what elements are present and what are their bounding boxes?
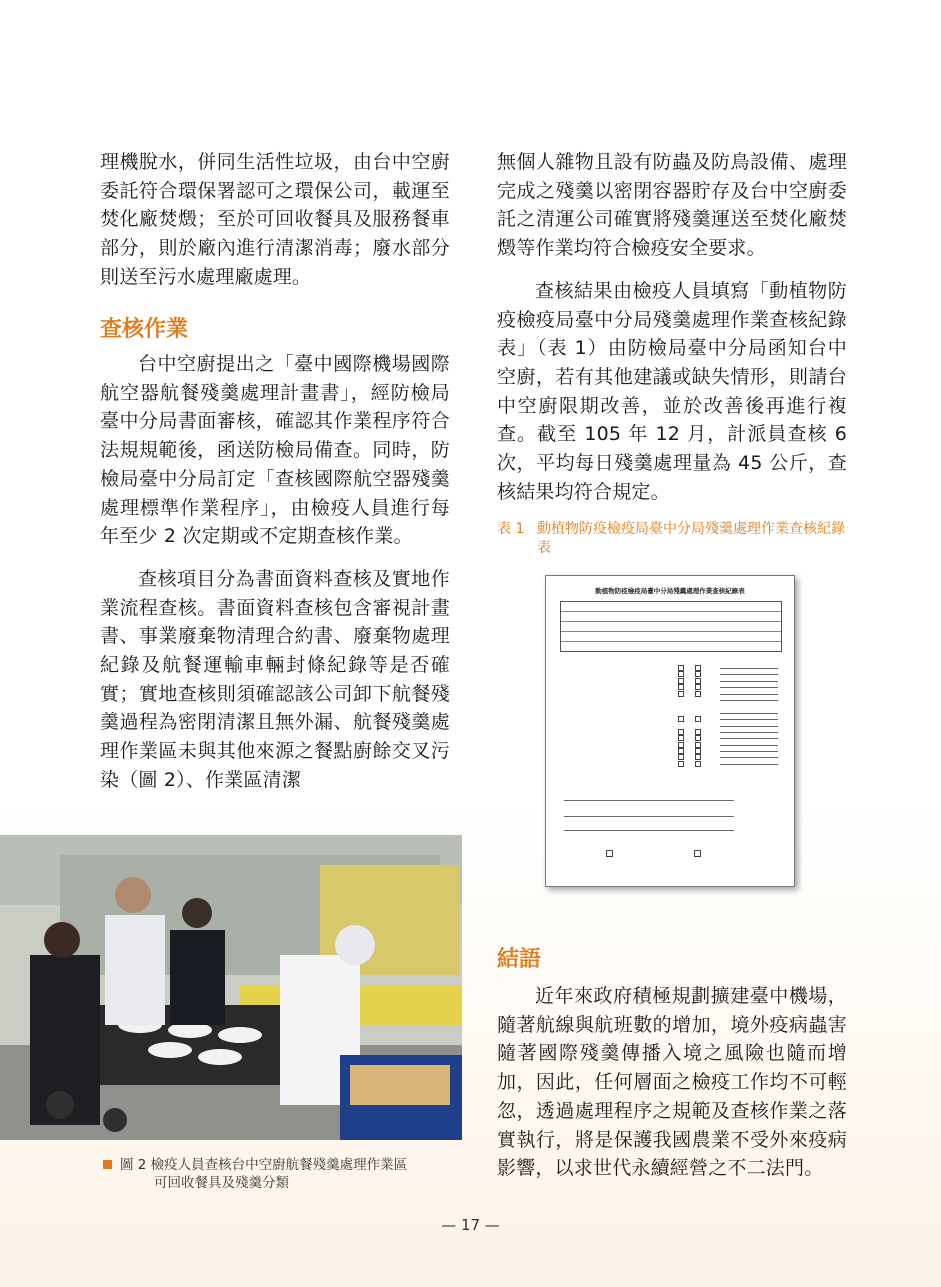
table-1-form-image	[545, 575, 795, 887]
photo-illustration	[0, 835, 462, 1140]
figure-2-photo	[0, 835, 462, 1140]
form-notes-line	[560, 814, 780, 819]
right-column	[497, 148, 847, 506]
right-column-conclusion	[497, 982, 847, 1183]
caption-marker	[103, 1160, 112, 1169]
form-result-row	[560, 850, 780, 859]
paragraph-intro: 理機脫水，併同生活性垃圾，由台中空廚委託符合環保署認可之環保公司，載運至焚化廠焚燬；至於可回收餐具及服務餐車部分，則於廠內進行清潔消毒；廢水部分則送至污水處理廠處理。	[100, 151, 450, 288]
left-column	[100, 148, 450, 292]
form-title: 動植物防疫檢疫局臺中分局殘羹處理作業查核紀錄表	[595, 587, 745, 595]
heading-conclusion: 結語	[497, 947, 542, 972]
form-notes-line-2	[560, 828, 780, 833]
paragraph-result: 查核結果由檢疫人員填寫「動植物防疫檢疫局臺中分局殘羹處理作業查核紀錄表」（表 1）由防檢局臺中分局函知台中空廚，若有其他建議或缺失情形，則請台中空廚限期改善，並於改善後再進行複查。截至 105 年 12 月，計派員查核 6 次，平均每日殘羹處理量為 45 公斤，查核結果均符合規定。	[497, 279, 847, 503]
paragraph-audit-1: 台中空廚提出之「臺中國際機場國際航空器航餐殘羹處理計畫書」，經防檢局臺中分局書面審核，確認其作業程序符合法規規範後，函送防檢局備查。同時，防檢局臺中分局訂定「查核國際航空器殘羹處理標準作業程序」，由檢疫人員進行每年至少 2 次定期或不定期查核作業。	[100, 353, 450, 548]
figure-caption-line-1: 圖 2 檢疫人員查核台中空廚航餐殘羹處理作業區	[120, 1157, 408, 1173]
form-header-fields	[560, 601, 782, 652]
form-other-line	[560, 798, 780, 803]
paragraph-audit-2: 查核項目分為書面資料查核及實地作業流程查核。書面資料查核包含審視計畫書、事業廢棄物清理合約書、廢棄物處理紀錄及航餐運輸車輛封條紀錄等是否確實；實地查核則須確認該公司卸下航餐殘羹過程為密閉清潔且無外漏、航餐殘羹處理作業區未與其他來源之餐點廚餘交叉污染（圖 2）、作業區清潔	[100, 567, 450, 791]
paragraph-continue: 無個人雜物且設有防蟲及防鳥設備、處理完成之殘羹以密閉容器貯存及台中空廚委託之清運公司確實將殘羹運送至焚化廠焚燬等作業均符合檢疫安全要求。	[497, 151, 847, 260]
left-column-audit	[100, 350, 450, 795]
figure-caption-line-2: 可回收餐具及殘羹分類	[154, 1175, 289, 1191]
paragraph-conclusion: 近年來政府積極規劃擴建臺中機場，隨著航線與航班數的增加，境外疫病蟲害隨著國際殘羹傳播入境之風險也隨而增加，因此，任何層面之檢疫工作均不可輕忽，透過處理程序之規範及查核作業之落實執行，將是保護我國農業不受外來疫病影響，以求世代永續經營之不二法門。	[497, 985, 847, 1180]
table-caption-text: 動植物防疫檢疫局臺中分局殘羹處理作業查核紀錄表	[537, 521, 845, 556]
page-number: — 17 —	[441, 1216, 500, 1234]
heading-audit: 查核作業	[100, 317, 189, 342]
table-caption-number: 表 1	[497, 521, 525, 537]
form-checklist	[560, 664, 780, 766]
